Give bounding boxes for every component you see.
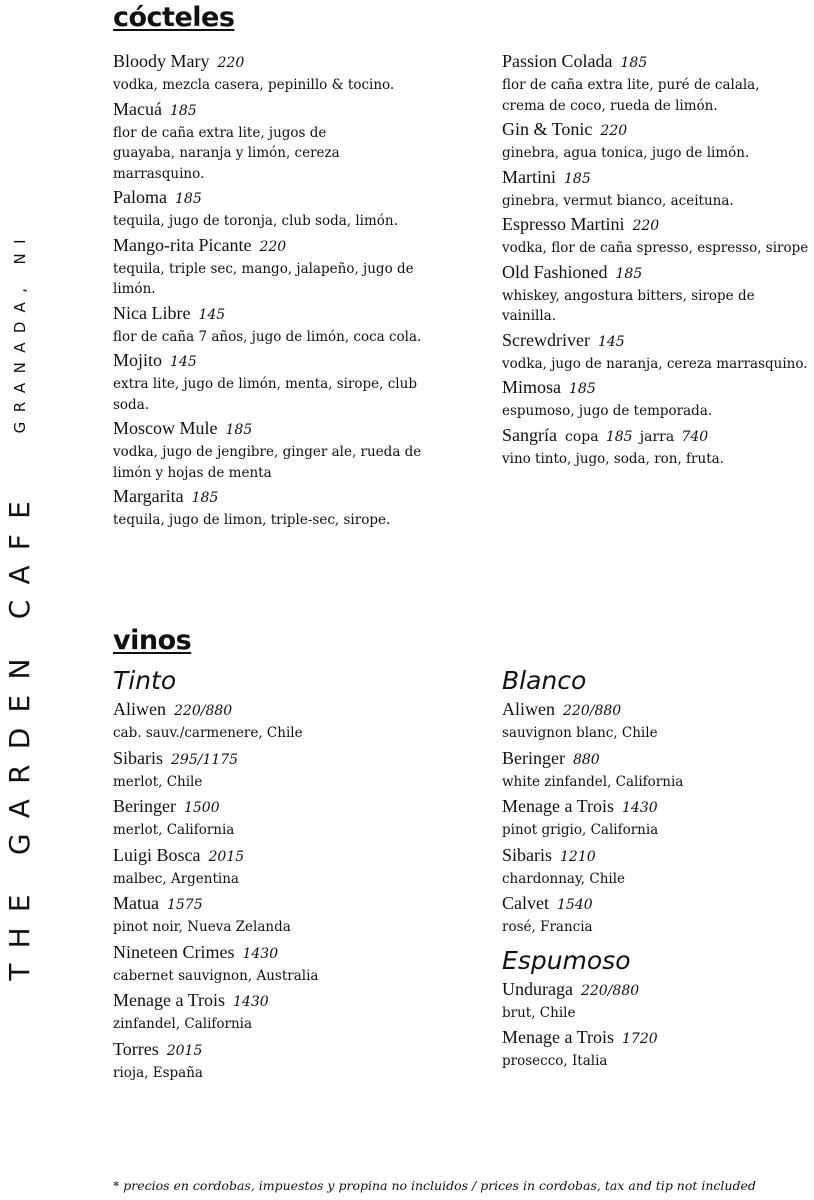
wine-name: Aliwen <box>113 699 166 719</box>
wine-price: 220/880 <box>174 703 233 719</box>
wine-desc: sauvignon blanc, Chile <box>502 725 658 741</box>
sangria-jarra-price: 740 <box>681 428 709 445</box>
cocktail-price: 220 <box>600 123 628 139</box>
wine-price: 1500 <box>183 800 220 816</box>
cocktail-item <box>113 302 423 348</box>
cocktail-price: 220 <box>259 238 287 255</box>
cocktail-desc: vodka, jugo de jengibre, ginger ale, rueda de limón y hojas de menta <box>113 444 422 481</box>
cocktails-left-column <box>113 50 423 533</box>
wine-desc: rioja, España <box>113 1064 203 1081</box>
wine-price: 1575 <box>166 897 203 913</box>
wine-name: Unduraga <box>502 978 573 999</box>
blanco-heading: Blanco <box>502 666 587 695</box>
cocktail-price: 185 <box>191 490 219 506</box>
wine-item <box>502 978 812 1024</box>
cocktail-name: Nica Libre <box>113 302 191 323</box>
cocktail-desc: ginebra, agua tonica, jugo de limón. <box>502 145 750 161</box>
cocktail-desc: extra lite, jugo de limón, menta, sirope, club soda. <box>113 376 417 413</box>
cocktail-name: Margarita <box>113 486 184 506</box>
wines-title: vinos <box>113 625 192 656</box>
cocktail-name: Mojito <box>113 350 163 370</box>
wine-item <box>502 747 812 793</box>
wines-tinto-column <box>113 666 423 1086</box>
sangria-copa-price: 185 <box>605 428 633 445</box>
cocktail-name: Bloody Mary <box>113 51 210 71</box>
cocktail-desc: flor de caña 7 años, jugo de limón, coca cola. <box>113 328 422 345</box>
wine-desc: cab. sauv./carmenere, Chile <box>113 725 303 741</box>
cocktail-desc: vodka, jugo de naranja, cereza marrasquino. <box>502 355 808 372</box>
cocktail-desc: flor de caña extra lite, jugos de guayaba, naranja y limón, cereza marrasquino. <box>113 124 340 182</box>
wine-price: 220/880 <box>580 982 640 999</box>
wine-desc: zinfandel, California <box>113 1016 253 1032</box>
wine-price: 1210 <box>560 848 596 865</box>
cocktail-name: Passion Colada <box>502 51 613 71</box>
wine-item <box>113 941 423 987</box>
wine-name: Menage a Trois <box>113 990 225 1010</box>
cocktail-desc: tequila, triple sec, mango, jalapeño, jugo de limón. <box>113 260 414 297</box>
wine-desc: chardonnay, Chile <box>502 870 626 887</box>
wine-desc: white zinfandel, California <box>502 773 684 790</box>
cocktail-price: 185 <box>175 191 202 207</box>
cocktail-item <box>502 329 812 375</box>
wine-item <box>113 795 423 841</box>
cocktail-price: 185 <box>615 265 643 282</box>
espumoso-heading: Espumoso <box>502 945 631 975</box>
wine-item <box>113 892 423 938</box>
cocktail-desc: espumoso, jugo de temporada. <box>502 403 713 419</box>
wine-name: Torres <box>113 1038 159 1059</box>
price-footnote: * precios en cordobas, impuestos y propina no incluidos / prices in cordobas, tax and tip not included <box>113 1178 756 1193</box>
cocktail-item <box>502 50 812 116</box>
wine-desc: brut, Chile <box>502 1004 576 1021</box>
cocktail-price: 185 <box>620 55 648 71</box>
wine-price: 1430 <box>233 994 269 1010</box>
cocktail-price: 145 <box>198 306 226 323</box>
cocktail-desc: ginebra, vermut bianco, aceituna. <box>502 192 734 209</box>
cocktail-price: 185 <box>225 422 253 438</box>
wine-name: Luigi Bosca <box>113 844 201 865</box>
cocktails-title: cócteles <box>113 2 235 33</box>
cocktail-item <box>113 349 423 415</box>
wine-desc: merlot, Chile <box>113 773 203 790</box>
wine-item <box>113 989 423 1035</box>
wine-name: Beringer <box>113 796 176 816</box>
wine-price: 220/880 <box>563 703 622 719</box>
cocktail-name: Gin & Tonic <box>502 119 593 139</box>
wine-price: 1540 <box>557 897 593 913</box>
brand-name: THE GARDEN CAFE <box>3 486 36 981</box>
cocktail-name: Espresso Martini <box>502 214 625 234</box>
cocktail-desc: whiskey, angostura bitters, sirope de vainilla. <box>502 287 755 324</box>
cocktail-name: Moscow Mule <box>113 418 218 438</box>
wine-price: 1430 <box>242 945 279 962</box>
wine-item <box>113 844 423 890</box>
sangria-copa-label: copa <box>564 428 599 445</box>
cocktail-name: Martini <box>502 166 556 187</box>
wine-price: 1720 <box>622 1031 658 1047</box>
wine-item <box>502 1026 812 1072</box>
sangria-jarra-label: jarra <box>639 428 675 445</box>
cocktail-item <box>502 213 812 259</box>
cocktail-price: 185 <box>169 102 197 119</box>
wine-name: Sibaris <box>502 844 553 865</box>
cocktail-item <box>502 376 812 422</box>
wine-price: 2015 <box>166 1042 203 1059</box>
wine-name: Beringer <box>502 747 565 768</box>
cocktail-desc: flor de caña extra lite, puré de calala, crema de coco, rueda de limón. <box>502 77 760 114</box>
cocktail-name: Old Fashioned <box>502 261 608 282</box>
wine-name: Sibaris <box>113 747 164 768</box>
cocktail-item <box>502 166 812 212</box>
wine-item <box>502 698 812 744</box>
sangria-item <box>502 424 812 470</box>
cocktail-desc: vodka, flor de caña spresso, espresso, sirope <box>502 240 809 256</box>
cocktail-price: 220 <box>632 218 660 234</box>
wine-name: Menage a Trois <box>502 796 614 816</box>
cocktail-item <box>113 98 423 185</box>
cocktail-item <box>113 234 423 300</box>
cocktail-item <box>502 261 812 327</box>
wine-price: 2015 <box>208 848 245 865</box>
wine-desc: cabernet sauvignon, Australia <box>113 967 319 984</box>
brand-location: GRANADA, NI <box>11 230 29 434</box>
cocktails-right-column <box>502 50 812 471</box>
cocktail-item <box>113 485 423 531</box>
wine-price: 880 <box>572 751 600 768</box>
cocktail-desc: vodka, mezcla casera, pepinillo & tocino. <box>113 77 395 93</box>
cocktail-price: 185 <box>569 381 596 397</box>
cocktail-name: Macuá <box>113 98 162 119</box>
cocktail-price: 220 <box>217 55 245 71</box>
cocktail-item <box>113 50 423 96</box>
cocktail-desc: tequila, jugo de toronja, club soda, limón. <box>113 213 398 229</box>
brand-location-vertical <box>4 230 36 434</box>
wine-name: Calvet <box>502 893 549 913</box>
wine-desc: malbec, Argentina <box>113 870 239 887</box>
cocktail-item <box>113 186 423 232</box>
wine-name: Aliwen <box>502 699 555 719</box>
cocktail-price: 145 <box>170 354 197 370</box>
brand-name-vertical <box>3 486 36 981</box>
wine-item <box>502 844 812 890</box>
cocktail-name: Paloma <box>113 187 167 207</box>
wine-item <box>502 892 812 938</box>
sangria-desc: vino tinto, jugo, soda, ron, fruta. <box>502 450 724 467</box>
wines-blanco-column <box>502 666 812 1075</box>
cocktail-name: Screwdriver <box>502 329 590 350</box>
wine-desc: merlot, California <box>113 822 235 838</box>
cocktail-name: Mimosa <box>502 377 562 397</box>
wine-name: Nineteen Crimes <box>113 941 235 962</box>
wine-desc: pinot noir, Nueva Zelanda <box>113 919 291 935</box>
wine-item <box>502 795 812 841</box>
wine-item <box>113 1038 423 1084</box>
wine-desc: rosé, Francia <box>502 919 593 935</box>
wine-price: 295/1175 <box>171 751 239 768</box>
sangria-name: Sangría <box>502 424 557 445</box>
cocktail-price: 145 <box>597 333 625 350</box>
cocktail-price: 185 <box>564 170 591 187</box>
wine-desc: pinot grigio, California <box>502 822 659 838</box>
wine-item <box>113 747 423 793</box>
wine-item <box>113 698 423 744</box>
cocktail-desc: tequila, jugo de limon, triple-sec, sirope. <box>113 512 391 528</box>
cocktail-name: Mango-rita Picante <box>113 234 252 255</box>
cocktail-item <box>502 118 812 164</box>
wine-name: Menage a Trois <box>502 1027 614 1047</box>
wine-desc: prosecco, Italia <box>502 1053 608 1069</box>
wine-price: 1430 <box>622 800 658 816</box>
cocktail-item <box>113 417 423 483</box>
wine-name: Matua <box>113 893 159 913</box>
tinto-heading: Tinto <box>113 666 177 695</box>
